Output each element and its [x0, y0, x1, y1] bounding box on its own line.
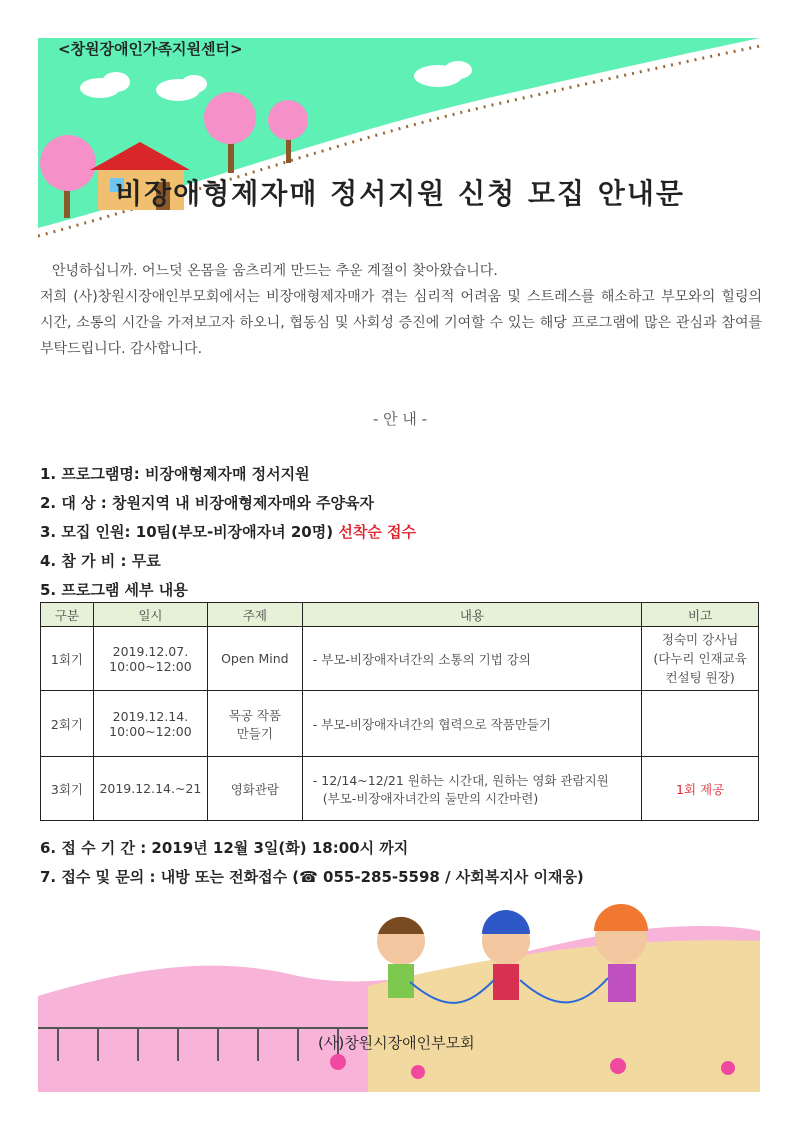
- intro-paragraph: [40, 258, 762, 362]
- info-inquiry: 7. 접수 및 문의 : 내방 또는 전화접수 (☎ 055-285-5598 / 사회복지사 이재웅): [40, 868, 584, 886]
- date-line: 2019.12.07.: [112, 643, 189, 659]
- info-fee: 4. 참 가 비 : 무료: [40, 552, 161, 570]
- info-program-name: 1. 프로그램명: 비장애형제자매 정서지원: [40, 465, 310, 483]
- cell-note: [642, 691, 759, 757]
- time-line: 10:00~12:00: [109, 723, 192, 739]
- table-header-row: [41, 603, 759, 627]
- recruit-text: 3. 모집 인원: 10팀(부모-비장애자녀 20명): [40, 523, 334, 541]
- table-row: [41, 757, 759, 821]
- cell-content: [302, 757, 641, 821]
- time-line: 10:00~12:00: [109, 658, 192, 674]
- cell-session: 3회기: [41, 757, 94, 821]
- footer-org: (사)창원시장애인부모회: [318, 1034, 475, 1052]
- schedule-table: [40, 602, 759, 821]
- cell-date: [93, 691, 207, 757]
- org-tag: <창원장애인가족지원센터>: [58, 40, 243, 58]
- cell-date: [93, 627, 207, 691]
- col-header-note: 비고: [642, 603, 759, 627]
- table-row: [41, 627, 759, 691]
- note-line: 컨설팅 원장): [665, 670, 735, 685]
- intro-line-1: 안녕하십니까. 어느덧 온몸을 움츠리게 만드는 추운 계절이 찾아왔습니다.: [52, 263, 498, 279]
- cell-note: 1회 제공: [642, 757, 759, 821]
- header-banner: [38, 38, 760, 245]
- content-line: (부모-비장애자녀간의 둘만의 시간마련): [322, 790, 539, 806]
- cell-date: 2019.12.14.~21: [93, 757, 207, 821]
- cell-content: - 부모-비장애자녀간의 협력으로 작품만들기: [302, 691, 641, 757]
- info-details: 5. 프로그램 세부 내용: [40, 581, 188, 599]
- note-line: 정숙미 강사님: [661, 632, 739, 647]
- guide-heading: - 안 내 -: [372, 410, 428, 428]
- cell-note: [642, 627, 759, 691]
- cell-session: 1회기: [41, 627, 94, 691]
- page-title: 비장애형제자매 정서지원 신청 모집 안내문: [115, 177, 685, 210]
- col-header-content: 내용: [302, 603, 641, 627]
- info-recruit: [40, 518, 760, 547]
- cell-session: 2회기: [41, 691, 94, 757]
- cell-topic: 영화관람: [207, 757, 302, 821]
- info-target: 2. 대 상 : 창원지역 내 비장애형제자매와 주양육자: [40, 494, 375, 512]
- content-line: - 12/14~12/21 원하는 시간대, 원하는 영화 관람지원: [312, 772, 609, 788]
- intro-line-2: 저희 (사)창원시장애인부모회에서는 비장애형제자매가 겪는 심리적 어려움 및 스트레스를 해소하고 부모와의 힐링의 시간, 소통의 시간을 가져보고자 하오니, 협동심 및 사회성 증진에 기여할 수 있는 해당 프로그램에 많은 관심과 참여를 부탁드립니다. 감사합니다.: [40, 289, 762, 357]
- date-line: 2019.12.14.: [112, 708, 189, 724]
- cell-topic: Open Mind: [207, 627, 302, 691]
- topic-line: 목공 작품: [228, 707, 281, 723]
- table-row: [41, 691, 759, 757]
- recruit-note: 선착순 접수: [338, 523, 417, 541]
- cell-topic: [207, 691, 302, 757]
- info-list-2: [40, 834, 760, 892]
- topic-line: 만들기: [236, 725, 273, 741]
- note-line: (다누리 인재교육: [653, 651, 747, 666]
- col-header-topic: 주제: [207, 603, 302, 627]
- col-header-date: 일시: [93, 603, 207, 627]
- col-header-session: 구분: [41, 603, 94, 627]
- info-list: [40, 460, 760, 605]
- cell-content: - 부모-비장애자녀간의 소통의 기법 강의: [302, 627, 641, 691]
- info-period: 6. 접 수 기 간 : 2019년 12월 3일(화) 18:00시 까지: [40, 839, 409, 857]
